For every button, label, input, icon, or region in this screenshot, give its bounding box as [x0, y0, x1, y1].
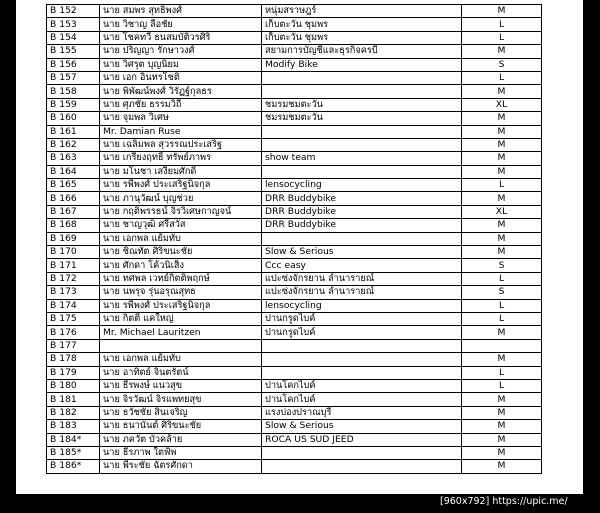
bib-number-cell: B 181 [47, 393, 100, 406]
shirt-size-cell: M [462, 125, 542, 138]
participant-name-cell: นาย กฤติพรรธน์ จิรวิเศษกาญจน์ [100, 205, 262, 218]
shirt-size-cell: L [462, 379, 542, 392]
table-row [47, 286, 542, 299]
shirt-size-cell: M [462, 138, 542, 151]
table-row [47, 406, 542, 419]
bib-number-cell: B 183 [47, 420, 100, 433]
participant-table-body [47, 5, 542, 474]
shirt-size-cell: M [462, 433, 542, 446]
team-name-cell [262, 339, 462, 352]
table-row [47, 379, 542, 392]
shirt-size-cell: XL [462, 98, 542, 111]
team-name-cell: Slow & Serious [262, 420, 462, 433]
team-name-cell [262, 71, 462, 84]
bib-number-cell: B 167 [47, 205, 100, 218]
table-row [47, 165, 542, 178]
shirt-size-cell: M [462, 152, 542, 165]
table-row [47, 5, 542, 18]
team-name-cell: ชมรมชมตะวัน [262, 98, 462, 111]
table-row [47, 326, 542, 339]
table-row [47, 312, 542, 325]
team-name-cell: lensocycling [262, 179, 462, 192]
participant-name-cell: นาย วิศรุต บุญนิยม [100, 58, 262, 71]
bib-number-cell: B 157 [47, 71, 100, 84]
team-name-cell: ปานโคกไบค์ [262, 393, 462, 406]
bib-number-cell: B 170 [47, 246, 100, 259]
team-name-cell: lensocycling [262, 299, 462, 312]
shirt-size-cell: L [462, 18, 542, 31]
bib-number-cell: B 156 [47, 58, 100, 71]
team-name-cell: ปานกรูดไบค์ [262, 312, 462, 325]
shirt-size-cell: M [462, 406, 542, 419]
table-row [47, 98, 542, 111]
table-row [47, 179, 542, 192]
team-name-cell: เก็บตะวัน ชุมพร [262, 18, 462, 31]
bib-number-cell: B 176 [47, 326, 100, 339]
table-row [47, 138, 542, 151]
participant-name-cell: นาย ธวัชชัย สินเจริญ [100, 406, 262, 419]
participant-name-cell: นาย รพีพงศ์ ประเสริฐนิจกุล [100, 299, 262, 312]
participant-name-cell: นาย เกรียงฤทธิ์ ทรัพย์ภาพร [100, 152, 262, 165]
bib-number-cell: B 163 [47, 152, 100, 165]
participant-name-cell: นาย อาทิตย์ จินตรัตน์ [100, 366, 262, 379]
participant-name-cell: นาย จิรวัฒน์ จิรแพทยสุข [100, 393, 262, 406]
team-name-cell: ชมรมชมตะวัน [262, 112, 462, 125]
shirt-size-cell: M [462, 219, 542, 232]
participant-name-cell: นาย วิชาญ ลือชัย [100, 18, 262, 31]
team-name-cell: DRR Buddybike [262, 205, 462, 218]
bib-number-cell: B 162 [47, 138, 100, 151]
shirt-size-cell: M [462, 232, 542, 245]
team-name-cell [262, 85, 462, 98]
bib-number-cell: B 159 [47, 98, 100, 111]
shirt-size-cell: L [462, 299, 542, 312]
team-name-cell [262, 232, 462, 245]
table-row [47, 299, 542, 312]
participant-name-cell: นาย พิพัฒน์พงศ์ วิรัฏฐ์กุลธร [100, 85, 262, 98]
table-row [47, 58, 542, 71]
participant-name-cell: นาย ธีรพงษ์ แนวสุข [100, 379, 262, 392]
bib-number-cell: B 152 [47, 5, 100, 18]
bib-number-cell: B 153 [47, 18, 100, 31]
bib-number-cell: B 165 [47, 179, 100, 192]
team-name-cell: show team [262, 152, 462, 165]
shirt-size-cell: S [462, 259, 542, 272]
table-row [47, 112, 542, 125]
bib-number-cell: B 171 [47, 259, 100, 272]
participant-name-cell [100, 339, 262, 352]
participant-name-cell: Mr. Michael Lauritzen [100, 326, 262, 339]
bib-number-cell: B 166 [47, 192, 100, 205]
shirt-size-cell: M [462, 45, 542, 58]
team-name-cell [262, 125, 462, 138]
bib-number-cell: B 179 [47, 366, 100, 379]
bib-number-cell: B 161 [47, 125, 100, 138]
team-name-cell [262, 138, 462, 151]
team-name-cell: DRR Buddybike [262, 219, 462, 232]
team-name-cell: Modify Bike [262, 58, 462, 71]
shirt-size-cell: L [462, 31, 542, 44]
table-row [47, 446, 542, 459]
table-row [47, 85, 542, 98]
table-row [47, 125, 542, 138]
shirt-size-cell: XL [462, 205, 542, 218]
participant-name-cell: นาย จุมพล วิเศษ [100, 112, 262, 125]
team-name-cell: DRR Buddybike [262, 192, 462, 205]
bib-number-cell: B 175 [47, 312, 100, 325]
participant-name-cell: นาย ธีรภาพ ใตฟ้พ [100, 446, 262, 459]
bib-number-cell: B 158 [47, 85, 100, 98]
team-name-cell: แปะซ่งจักรยาน ลำนารายณ์ [262, 286, 462, 299]
participant-name-cell: นาย ภควัต บัวคล้าย [100, 433, 262, 446]
team-name-cell [262, 446, 462, 459]
document-page [16, 0, 583, 494]
bib-number-cell: B 164 [47, 165, 100, 178]
bib-number-cell: B 177 [47, 339, 100, 352]
team-name-cell: ปานโคกไบค์ [262, 379, 462, 392]
table-row [47, 205, 542, 218]
shirt-size-cell: L [462, 71, 542, 84]
shirt-size-cell: M [462, 326, 542, 339]
participant-name-cell: นาย ธนานันต์ ศิริขนะชัย [100, 420, 262, 433]
participant-name-cell: นาย เอกพล แย้มทับ [100, 232, 262, 245]
participant-name-cell: นาย กิตติ์ แคใหญ่ [100, 312, 262, 325]
team-name-cell: แรงบ่องปราณบุรี [262, 406, 462, 419]
participant-name-cell: นาย สมพร สุทธิพงศ์ [100, 5, 262, 18]
shirt-size-cell: M [462, 393, 542, 406]
participant-name-cell: นาย เอกพล แย้มทับ [100, 353, 262, 366]
team-name-cell: แปะซ่งจักรยาน ลำนารายณ์ [262, 272, 462, 285]
shirt-size-cell: M [462, 446, 542, 459]
table-row [47, 259, 542, 272]
bib-number-cell: B 168 [47, 219, 100, 232]
shirt-size-cell: M [462, 246, 542, 259]
team-name-cell: ROCA US SUD JEED [262, 433, 462, 446]
participant-table [46, 4, 542, 474]
shirt-size-cell: M [462, 192, 542, 205]
table-row [47, 272, 542, 285]
team-name-cell [262, 460, 462, 473]
shirt-size-cell: M [462, 353, 542, 366]
participant-name-cell: นาย เฉลิมพล สุวรรณประเสริฐ [100, 138, 262, 151]
participant-name-cell: นาย มโนชา เสงี่ยมศักดิ์ [100, 165, 262, 178]
image-host-watermark: [960x792] https://upic.me/ [440, 496, 568, 507]
shirt-size-cell: S [462, 58, 542, 71]
participant-name-cell: นาย โชคทวี ธนสมบัติวรศิริ [100, 31, 262, 44]
team-name-cell: Ccc easy [262, 259, 462, 272]
bib-number-cell: B 155 [47, 45, 100, 58]
bib-number-cell: B 154 [47, 31, 100, 44]
shirt-size-cell: L [462, 272, 542, 285]
bib-number-cell: B 178 [47, 353, 100, 366]
table-row [47, 232, 542, 245]
team-name-cell [262, 165, 462, 178]
shirt-size-cell: M [462, 5, 542, 18]
table-row [47, 219, 542, 232]
table-row [47, 246, 542, 259]
team-name-cell [262, 353, 462, 366]
bib-number-cell: B 160 [47, 112, 100, 125]
table-row [47, 393, 542, 406]
shirt-size-cell: L [462, 179, 542, 192]
participant-name-cell: นาย รพีพงศ์ ประเสริฐนิจกุล [100, 179, 262, 192]
team-name-cell: สยามการบัญชีและธุรกิจครบี [262, 45, 462, 58]
bib-number-cell: B 184* [47, 433, 100, 446]
bib-number-cell: B 169 [47, 232, 100, 245]
bib-number-cell: B 172 [47, 272, 100, 285]
shirt-size-cell: M [462, 460, 542, 473]
table-row [47, 31, 542, 44]
shirt-size-cell [462, 339, 542, 352]
bib-number-cell: B 173 [47, 286, 100, 299]
participant-name-cell: นาย พีระชัย ฉัตรศักดา [100, 460, 262, 473]
table-row [47, 420, 542, 433]
table-row [47, 339, 542, 352]
team-name-cell [262, 366, 462, 379]
shirt-size-cell: M [462, 112, 542, 125]
team-name-cell: Slow & Serious [262, 246, 462, 259]
team-name-cell: ปานกรูดไบค์ [262, 326, 462, 339]
table-row [47, 192, 542, 205]
shirt-size-cell: L [462, 312, 542, 325]
table-row [47, 71, 542, 84]
participant-name-cell: นาย ทศพล เวทย์กิตติพฤกษ์ [100, 272, 262, 285]
table-row [47, 460, 542, 473]
participant-name-cell: Mr. Damian Ruse [100, 125, 262, 138]
table-row [47, 18, 542, 31]
participant-name-cell: นาย ปริญญา รักษาวงศ์ [100, 45, 262, 58]
bib-number-cell: B 186* [47, 460, 100, 473]
bib-number-cell: B 180 [47, 379, 100, 392]
table-row [47, 152, 542, 165]
shirt-size-cell: M [462, 85, 542, 98]
shirt-size-cell: L [462, 366, 542, 379]
participant-name-cell: นาย เอก อินทรโชติ [100, 71, 262, 84]
bib-number-cell: B 185* [47, 446, 100, 459]
shirt-size-cell: M [462, 165, 542, 178]
bib-number-cell: B 182 [47, 406, 100, 419]
participant-name-cell: นาย ภานุวัฒน์ บุญช่วย [100, 192, 262, 205]
table-row [47, 353, 542, 366]
table-row [47, 433, 542, 446]
team-name-cell: เก็บตะวัน ชุมพร [262, 31, 462, 44]
participant-name-cell: นาย ศักดา โค้วนิเส็ง [100, 259, 262, 272]
table-row [47, 366, 542, 379]
shirt-size-cell: S [462, 286, 542, 299]
participant-name-cell: นาย ชิณทัต ศิริขนะชัย [100, 246, 262, 259]
participant-name-cell: นาย ชาญวุฒิ ศรีสวัส [100, 219, 262, 232]
team-name-cell: หนุ่มสราษฎร์ [262, 5, 462, 18]
bib-number-cell: B 174 [47, 299, 100, 312]
shirt-size-cell: M [462, 420, 542, 433]
participant-name-cell: นาย ศุภชัย ธรรมวิถี [100, 98, 262, 111]
participant-name-cell: นาย นพรุจ รุ่นอรุณสุทธ [100, 286, 262, 299]
table-row [47, 45, 542, 58]
